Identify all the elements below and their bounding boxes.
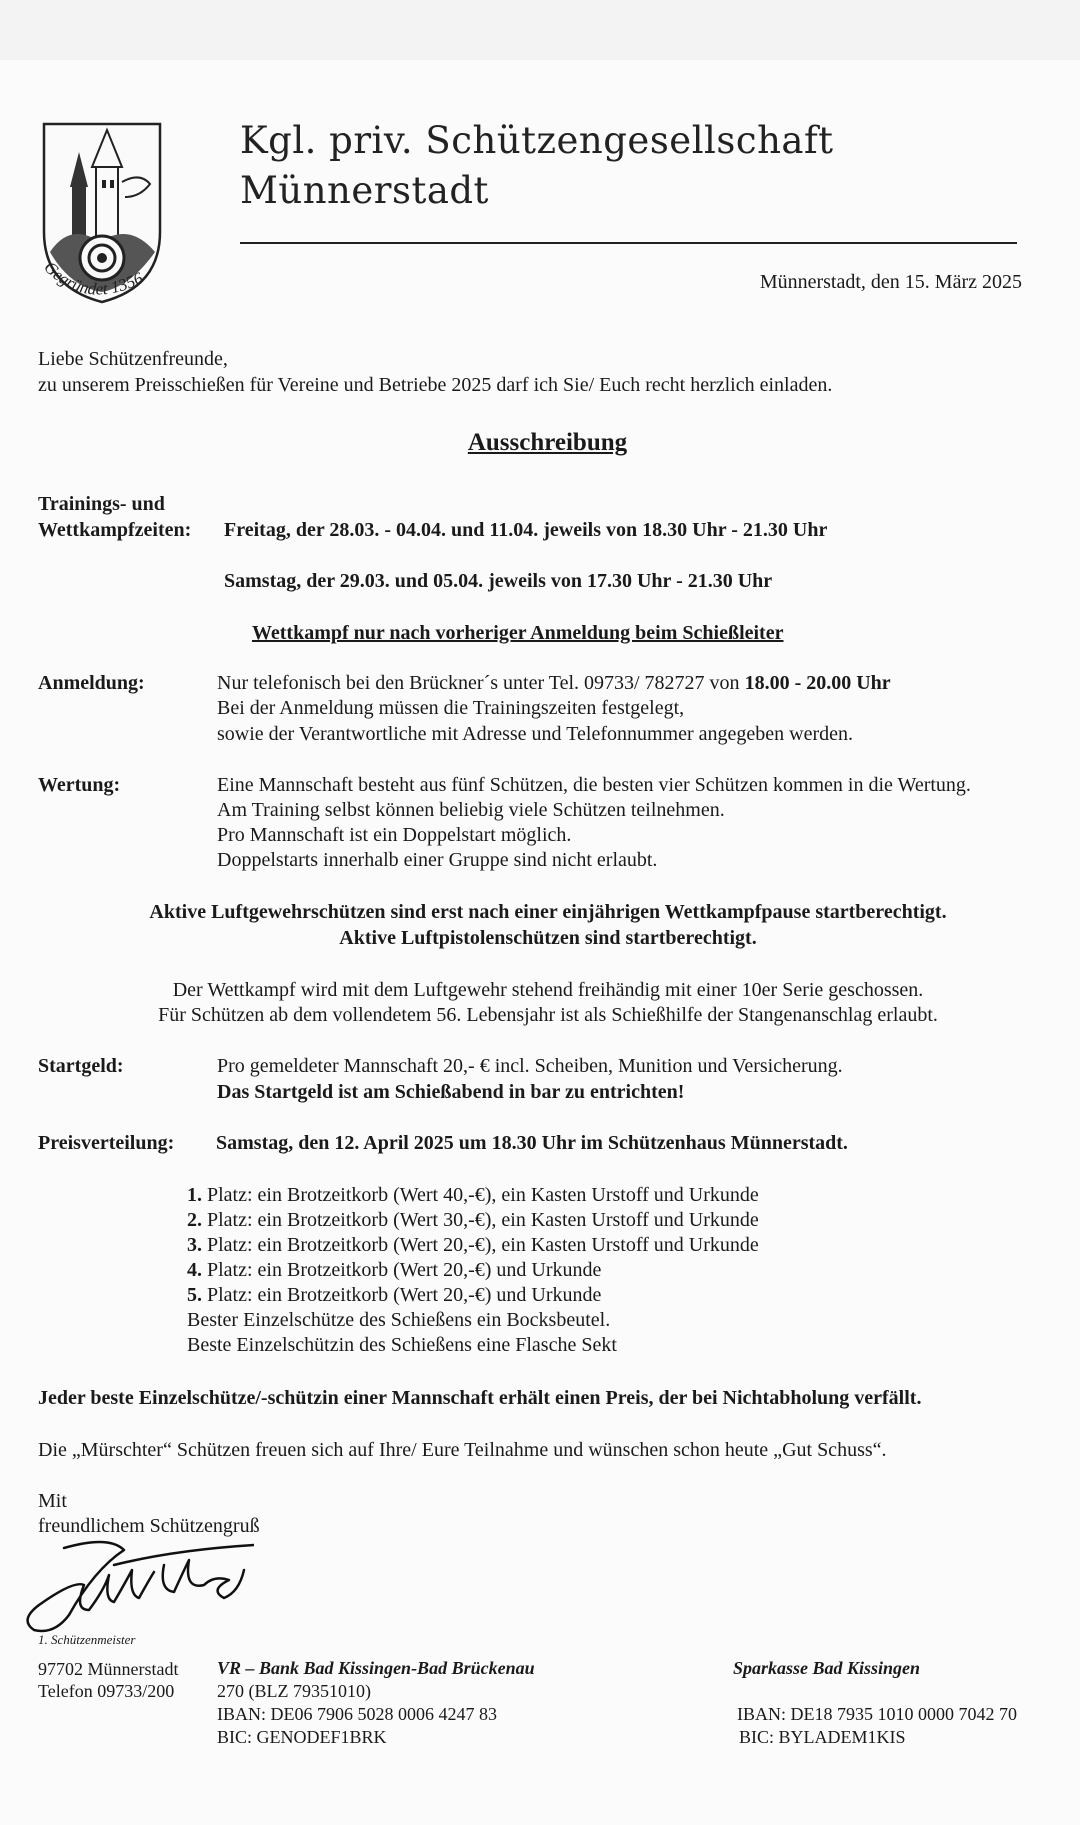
anmeldung-label: Anmeldung: — [38, 672, 145, 694]
prize-item: 2. Platz: ein Brotzeitkorb (Wert 30,-€), ein Kasten Urstoff und Urkunde — [187, 1209, 759, 1231]
footer-bank1-iban: IBAN: DE06 7906 5028 0006 4247 83 — [217, 1704, 497, 1724]
footer-bank1-name: VR – Bank Bad Kissingen-Bad Brückenau — [217, 1658, 535, 1678]
aktive-line2: Aktive Luftpistolenschützen sind startberechtigt. — [339, 927, 757, 949]
best-shooter-female: Beste Einzelschützin des Schießens eine Flasche Sekt — [187, 1334, 617, 1356]
signoff-line2: freundlichem Schützengruß — [38, 1515, 260, 1537]
footer-address-line2: Telefon 09733/200 — [38, 1681, 175, 1701]
anmeldung-line2: Bei der Anmeldung müssen die Trainingszeiten festgelegt, — [217, 697, 685, 719]
wertung-line: Pro Mannschaft ist ein Doppelstart möglich. — [217, 824, 572, 846]
wertung-line: Doppelstarts innerhalb einer Gruppe sind nicht erlaubt. — [217, 849, 658, 871]
anmeldung-line3: sowie der Verantwortliche mit Adresse und Telefonnummer angegeben werden. — [217, 723, 853, 745]
greeting-line2: zu unserem Preisschießen für Vereine und Betriebe 2025 darf ich Sie/ Euch recht herzlich einladen. — [38, 374, 833, 396]
preisverteilung-label: Preisverteilung: — [38, 1132, 175, 1154]
document-heading: Ausschreibung — [467, 429, 628, 456]
training-friday: Freitag, der 28.03. - 04.04. und 11.04. jeweils von 18.30 Uhr - 21.30 Uhr — [224, 519, 828, 541]
footer-bank2-name: Sparkasse Bad Kissingen — [733, 1658, 921, 1678]
club-name-line1: Kgl. priv. Schützengesellschaft — [240, 119, 834, 162]
prize-item: 4. Platz: ein Brotzeitkorb (Wert 20,-€) und Urkunde — [187, 1259, 602, 1281]
prize-item: 5. Platz: ein Brotzeitkorb (Wert 20,-€) und Urkunde — [187, 1284, 602, 1306]
prize-item: 1. Platz: ein Brotzeitkorb (Wert 40,-€), ein Kasten Urstoff und Urkunde — [187, 1184, 759, 1206]
training-label-line1: Trainings- und — [38, 493, 165, 515]
closing-wish: Die „Mürschter“ Schützen freuen sich auf Ihre/ Eure Teilnahme und wünschen schon heute „Gut Schuss“. — [38, 1439, 887, 1461]
footer-bank1-bic: BIC: GENODEF1BRK — [217, 1727, 387, 1747]
wertung-line: Am Training selbst können beliebig viele Schützen teilnehmen. — [217, 799, 725, 821]
date-line: Münnerstadt, den 15. März 2025 — [759, 271, 1022, 293]
aktive-line1: Aktive Luftgewehrschützen sind erst nach einer einjährigen Wettkampfpause startberechtigt. — [149, 901, 947, 923]
anmeldung-line1: Nur telefonisch bei den Brückner´s unter Tel. 09733/ 782727 von 18.00 - 20.00 Uhr — [217, 672, 891, 694]
letterhead-divider — [240, 242, 1017, 244]
best-shooter-male: Bester Einzelschütze des Schießens ein Bocksbeutel. — [187, 1309, 611, 1331]
startgeld-label: Startgeld: — [38, 1055, 124, 1077]
prize-item: 3. Platz: ein Brotzeitkorb (Wert 20,-€), ein Kasten Urstoff und Urkunde — [187, 1234, 759, 1256]
wettkampf-line1: Der Wettkampf wird mit dem Luftgewehr stehend freihändig mit einer 10er Serie geschossen. — [172, 979, 924, 1001]
jeder-preis-notice: Jeder beste Einzelschütze/-schützin einer Mannschaft erhält einen Preis, der bei Nichtabholung verfällt. — [38, 1387, 922, 1409]
footer-address-line1: 97702 Münnerstadt — [38, 1659, 179, 1679]
handwritten-signature — [14, 1530, 254, 1640]
wettkampf-line2: Für Schützen ab dem vollendetem 56. Lebensjahr ist als Schießhilfe der Stangenanschlag erlaubt. — [158, 1004, 938, 1026]
signer-role: 1. Schützenmeister — [38, 1632, 136, 1647]
club-crest-logo — [30, 112, 190, 312]
wertung-line: Eine Mannschaft besteht aus fünf Schützen, die besten vier Schützen kommen in die Wertung. — [217, 774, 971, 796]
footer-bank2-iban: IBAN: DE18 7935 1010 0000 7042 70 — [737, 1704, 1017, 1724]
registration-notice: Wettkampf nur nach vorheriger Anmeldung beim Schießleiter — [252, 622, 784, 644]
greeting-line1: Liebe Schützenfreunde, — [38, 348, 228, 370]
signoff-line1: Mit — [38, 1490, 67, 1512]
training-label-line2: Wettkampfzeiten: — [38, 519, 192, 541]
preisverteilung-text: Samstag, den 12. April 2025 um 18.30 Uhr im Schützenhaus Münnerstadt. — [216, 1132, 848, 1154]
wertung-label: Wertung: — [38, 774, 121, 796]
crest-motto: Gegründet 1356 — [40, 257, 146, 299]
club-name-line2: Münnerstadt — [240, 169, 489, 212]
startgeld-line1: Pro gemeldeter Mannschaft 20,- € incl. Scheiben, Munition und Versicherung. — [217, 1055, 843, 1077]
footer-bank1-blz: 270 (BLZ 79351010) — [217, 1681, 371, 1701]
training-saturday: Samstag, der 29.03. und 05.04. jeweils von 17.30 Uhr - 21.30 Uhr — [224, 570, 773, 592]
footer-bank2-bic: BIC: BYLADEM1KIS — [739, 1727, 906, 1747]
startgeld-line2: Das Startgeld ist am Schießabend in bar zu entrichten! — [217, 1081, 685, 1103]
